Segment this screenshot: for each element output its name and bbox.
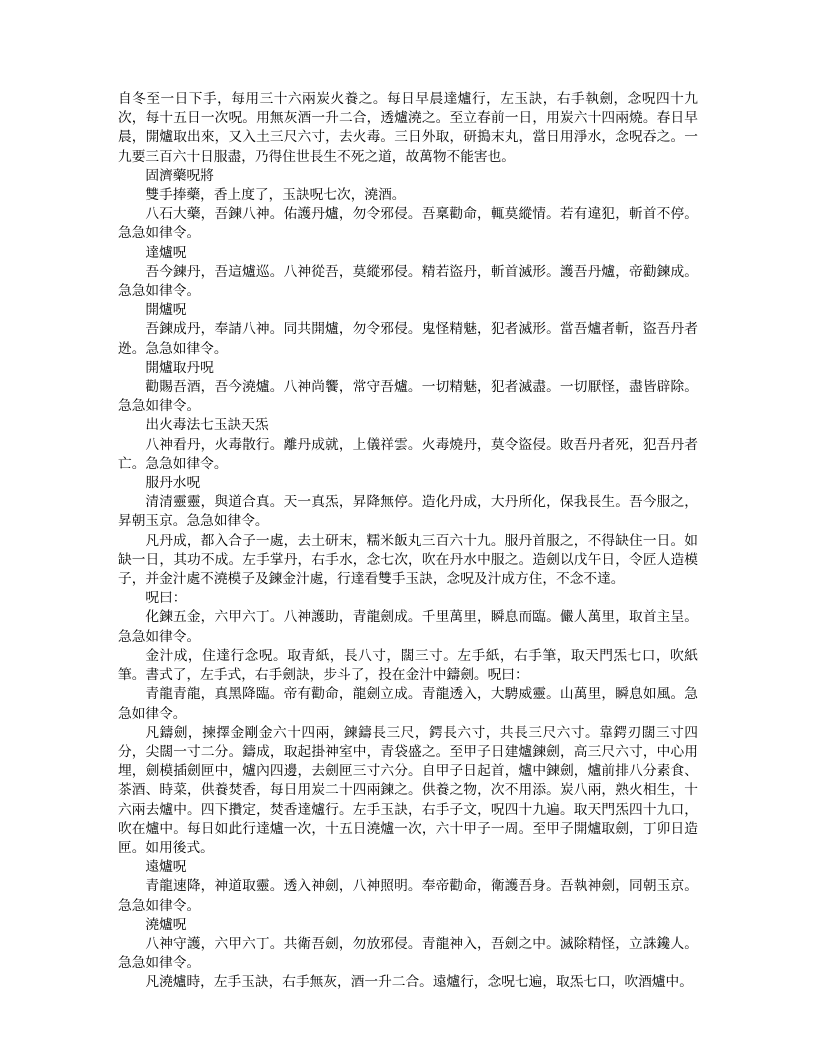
paragraph: 勸賜吾酒，吾今澆爐。八神尚饗，常守吾爐。一切精魅，犯者滅盡。一切厭怪，盡皆辟除。急急如律令。: [118, 379, 698, 415]
paragraph: 凡丹成，都入合子一處，去土研末，糯米飯丸三百六十九。服丹首服之，不得缺住一日。如缺一日，其功不成。左手掌丹，右手水，念七次，吹在丹水中服之。造劍以戊午日，令匠人造模子，并金汁處不澆模子及鍊金汁處，行達看雙手玉訣，念呪及汁成方住，不念不達。: [118, 532, 698, 588]
paragraph: 八石大藥，吾鍊八神。佑護丹爐，勿令邪侵。吾稟勸命，輒莫縱情。若有違犯，斬首不停。急急如律令。: [118, 206, 698, 242]
paragraph: 青龍青龍，真黑降臨。帝有勸命，龍劍立成。青龍透入，大騁威靈。山萬里，瞬息如風。急急如律令。: [118, 686, 698, 722]
paragraph: 自冬至一日下手，每用三十六兩炭火養之。每日早晨達爐行，左玉訣，右手執劍，念呪四十九次，每十五日一次呪。用無灰酒一升二合，透爐澆之。至立春前一日，用炭六十四兩燒。春日早晨，開爐取出來，又入土三尺六寸，去火毒。三日外取，研搗末丸，當日用淨水，念呪吞之。一九要三百六十日服盡，乃得住世長生不死之道，故萬物不能害也。: [118, 91, 698, 165]
paragraph: 化鍊五金，六甲六丁。八神護助，青龍劍成。千里萬里，瞬息而臨。儼人萬里，取首主呈。急急如律令。: [118, 609, 698, 645]
paragraph: 吾今鍊丹，吾這爐巡。八神從吾，莫縱邪侵。精若盜丹，斬首滅形。護吾丹爐，帝勸鍊成。急急如律令。: [118, 263, 698, 300]
paragraph: 凡澆爐時，左手玉訣，右手無灰，酒一升二合。遠爐行，念呪七遍，取炁七口，吹酒爐中。: [145, 974, 693, 991]
section-heading: 澆爐呪: [145, 916, 187, 933]
paragraph: 青龍速降，神道取靈。透入神劍，八神照明。奉帝勸命，衛護吾身。吾執神劍，同朝玉京。急急如律令。: [118, 878, 698, 914]
section-heading: 遠爐呪: [145, 859, 187, 876]
paragraph: 清清靈靈，與道合真。天一真炁，昇降無停。造化丹成，大丹所化，保我長生。吾今服之，昇朝玉京。急急如律令。: [118, 494, 698, 530]
paragraph: 金汁成，住達行念呪。取青紙，長八寸，闊三寸。左手紙，右手筆，取天門炁七口，吹紙筆。書式了，左手式，右手劍訣，步斗了，投在金汁中鑄劍。呪曰：: [118, 647, 698, 684]
section-heading: 固濟藥呪將: [145, 167, 214, 184]
paragraph: 凡鑄劍，揀擇金剛金六十四兩，鍊鑄長三尺，鍔長六寸，共長三尺六寸。靠鍔刃闊三寸四分，尖闊一寸二分。鑄成，取起掛神室中，青袋盛之。至甲子日建爐鍊劍，高三尺六寸，中心用埋，劍模插劍匣中，爐內四邊，去劍匣三寸六分。自甲子日起首，爐中鍊劍，爐前排八分素食、茶酒、時菜，供養焚香，每日用炭二十四兩鍊之。供養之物，次不用添。炭八兩，熟火相生，十六兩去爐中。四下攢定，焚香達爐行。左手玉訣，右手子文，呪四十九遍。取天門炁四十九口，吹在爐中。每日如此行達爐一次，十五日澆爐一次，六十甲子一周。至甲子開爐取劍，丁卯日造匣。如用後式。: [118, 724, 698, 856]
section-heading: 開爐呪: [145, 302, 187, 319]
paragraph: 八神看丹，火毒散行。離丹成就，上儀祥雲。火毒燒丹，莫令盜侵。敗吾丹者死，犯吾丹者亡。急急如律令。: [118, 436, 698, 472]
paragraph: 八神守護，六甲六丁。共衛吾劍，勿放邪侵。青龍神入，吾劍之中。滅除精怪，立誅鑱人。急急如律令。: [118, 935, 698, 972]
section-heading: 服丹水呪: [145, 475, 201, 492]
paragraph: 雙手捧藥，香上度了，玉訣呪七次，澆酒。: [145, 187, 406, 204]
section-heading: 出火毒法七玉訣天炁: [145, 417, 269, 434]
section-heading: 開爐取丹呪: [145, 359, 214, 376]
section-heading: 達爐呪: [145, 244, 187, 261]
section-heading: 呪曰：: [145, 590, 187, 607]
paragraph: 吾鍊成丹，奉請八神。同共開爐，勿令邪侵。鬼怪精魅，犯者滅形。當吾爐者斬，盜吾丹者迯。急急如律令。: [118, 321, 698, 357]
document-page: [118, 90, 698, 993]
